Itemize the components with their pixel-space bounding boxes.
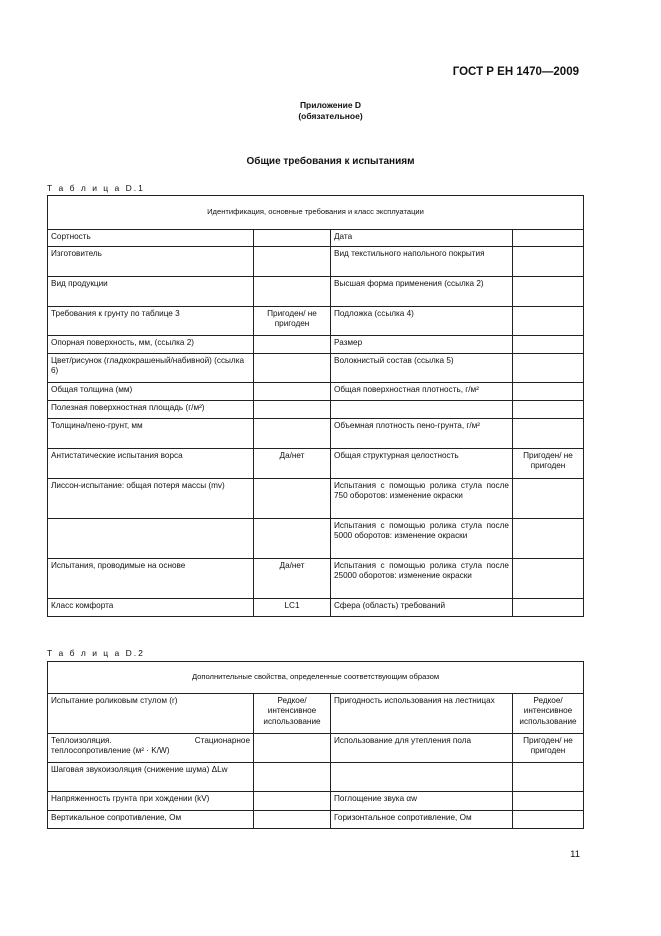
cell: [254, 277, 331, 307]
table-row: [48, 559, 584, 599]
annex-heading: [0, 100, 661, 122]
cell: Напряженность грунта при хождении (kV): [48, 792, 254, 811]
cell: [513, 354, 584, 383]
cell: [513, 247, 584, 277]
table-row: [48, 230, 584, 247]
table2-header: Дополнительные свойства, определенные соответствующим образом: [48, 662, 584, 694]
cell: Поглощение звука αw: [331, 792, 513, 811]
cell: [254, 419, 331, 449]
table-d2: [47, 661, 584, 829]
cell: Испытания, проводимые на основе: [48, 559, 254, 599]
cell: Лиссон-испытание: общая потеря массы (mv): [48, 479, 254, 519]
table-row: [48, 307, 584, 336]
cell: [513, 336, 584, 354]
cell: Антистатические испытания ворса: [48, 449, 254, 479]
table1-header: Идентификация, основные требования и класс эксплуатации: [48, 196, 584, 230]
cell: Опорная поверхность, мм, (ссылка 2): [48, 336, 254, 354]
document-header: ГОСТ Р ЕН 1470—2009: [452, 66, 579, 78]
table-row: [48, 354, 584, 383]
cell: Пригодность использования на лестницах: [331, 694, 513, 734]
cell: Полезная поверхностная площадь (г/м²): [48, 401, 254, 419]
table-row: [48, 277, 584, 307]
table-row: [48, 792, 584, 811]
cell: Сфера (область) требований: [331, 599, 513, 617]
table-row: [48, 734, 584, 763]
cell: [254, 383, 331, 401]
cell: Объемная плотность пено-грунта, г/м²: [331, 419, 513, 449]
cell: Испытания с помощью ролика стула после 750 оборотов: изменение окраски: [331, 479, 513, 519]
cell: [331, 763, 513, 792]
cell: Высшая форма применения (ссылка 2): [331, 277, 513, 307]
cell: Шаговая звукоизоляция (снижение шума) ΔLw: [48, 763, 254, 792]
cell: [254, 247, 331, 277]
cell: Вид текстильного напольного покрытия: [331, 247, 513, 277]
table-row: [48, 479, 584, 519]
cell: [513, 307, 584, 336]
table-row: [48, 694, 584, 734]
cell: Цвет/рисунок (гладкокрашеный/набивной) (ссылка 6): [48, 354, 254, 383]
cell: [513, 277, 584, 307]
cell: Использование для утепления пола: [331, 734, 513, 763]
cell: Да/нет: [254, 449, 331, 479]
cell: Общая толщина (мм): [48, 383, 254, 401]
cell: Редкое/интенсивное использование: [513, 694, 584, 734]
cell: Редкое/интенсивное использование: [254, 694, 331, 734]
cell: [331, 401, 513, 419]
cell: [254, 811, 331, 829]
cell: Испытание роликовым стулом (r): [48, 694, 254, 734]
table2-caption: Т а б л и ц а D.2: [47, 648, 145, 658]
page-number: 11: [570, 849, 580, 860]
table-row: [48, 599, 584, 617]
cell: Пригоден/ не пригоден: [513, 734, 584, 763]
cell: Горизонтальное сопротивление, Ом: [331, 811, 513, 829]
annex-title: Приложение D: [299, 100, 362, 110]
table-d1: [47, 195, 584, 617]
cell: [254, 230, 331, 247]
cell: [513, 559, 584, 599]
cell: [513, 230, 584, 247]
cell: Сортность: [48, 230, 254, 247]
cell: Дата: [331, 230, 513, 247]
cell: Теплоизоляция. Стационарное теплосопротивление (м² · K/W): [48, 734, 254, 763]
cell: Требования к грунту по таблице 3: [48, 307, 254, 336]
annex-status: (обязательное): [298, 111, 363, 121]
cell: [513, 419, 584, 449]
cell: [254, 479, 331, 519]
cell: [254, 401, 331, 419]
cell: Изготовитель: [48, 247, 254, 277]
cell: Пригоден/ не пригоден: [513, 449, 584, 479]
cell: Да/нет: [254, 559, 331, 599]
cell: Толщина/пено-грунт, мм: [48, 419, 254, 449]
cell: [254, 336, 331, 354]
cell: [513, 383, 584, 401]
cell: [513, 599, 584, 617]
table-row: [48, 383, 584, 401]
cell: Вид продукции: [48, 277, 254, 307]
table-row: [48, 449, 584, 479]
cell: [254, 763, 331, 792]
cell: Класс комфорта: [48, 599, 254, 617]
cell: [48, 519, 254, 559]
table-row: [48, 811, 584, 829]
cell: Подложка (ссылка 4): [331, 307, 513, 336]
table-row: [48, 763, 584, 792]
cell: Пригоден/ не пригоден: [254, 307, 331, 336]
cell: [254, 792, 331, 811]
cell: [254, 354, 331, 383]
cell: [513, 792, 584, 811]
cell: [513, 519, 584, 559]
table-row: [48, 336, 584, 354]
cell: Общая структурная целостность: [331, 449, 513, 479]
cell: [513, 401, 584, 419]
table-row: [48, 247, 584, 277]
cell: Вертикальное сопротивление, Ом: [48, 811, 254, 829]
table-row: [48, 519, 584, 559]
cell: Волокнистый состав (ссылка 5): [331, 354, 513, 383]
cell: LC1: [254, 599, 331, 617]
cell: Испытания с помощью ролика стула после 5000 оборотов: изменение окраски: [331, 519, 513, 559]
cell: Общая поверхностная плотность, г/м²: [331, 383, 513, 401]
cell: [513, 763, 584, 792]
cell: [513, 479, 584, 519]
table-row: [48, 401, 584, 419]
cell: Размер: [331, 336, 513, 354]
cell: [513, 811, 584, 829]
table1-caption: Т а б л и ц а D.1: [47, 183, 145, 193]
cell: [254, 734, 331, 763]
cell: Испытания с помощью ролика стула после 25000 оборотов: изменение окраски: [331, 559, 513, 599]
cell: [254, 519, 331, 559]
table-row: [48, 419, 584, 449]
section-title: Общие требования к испытаниям: [246, 156, 415, 167]
